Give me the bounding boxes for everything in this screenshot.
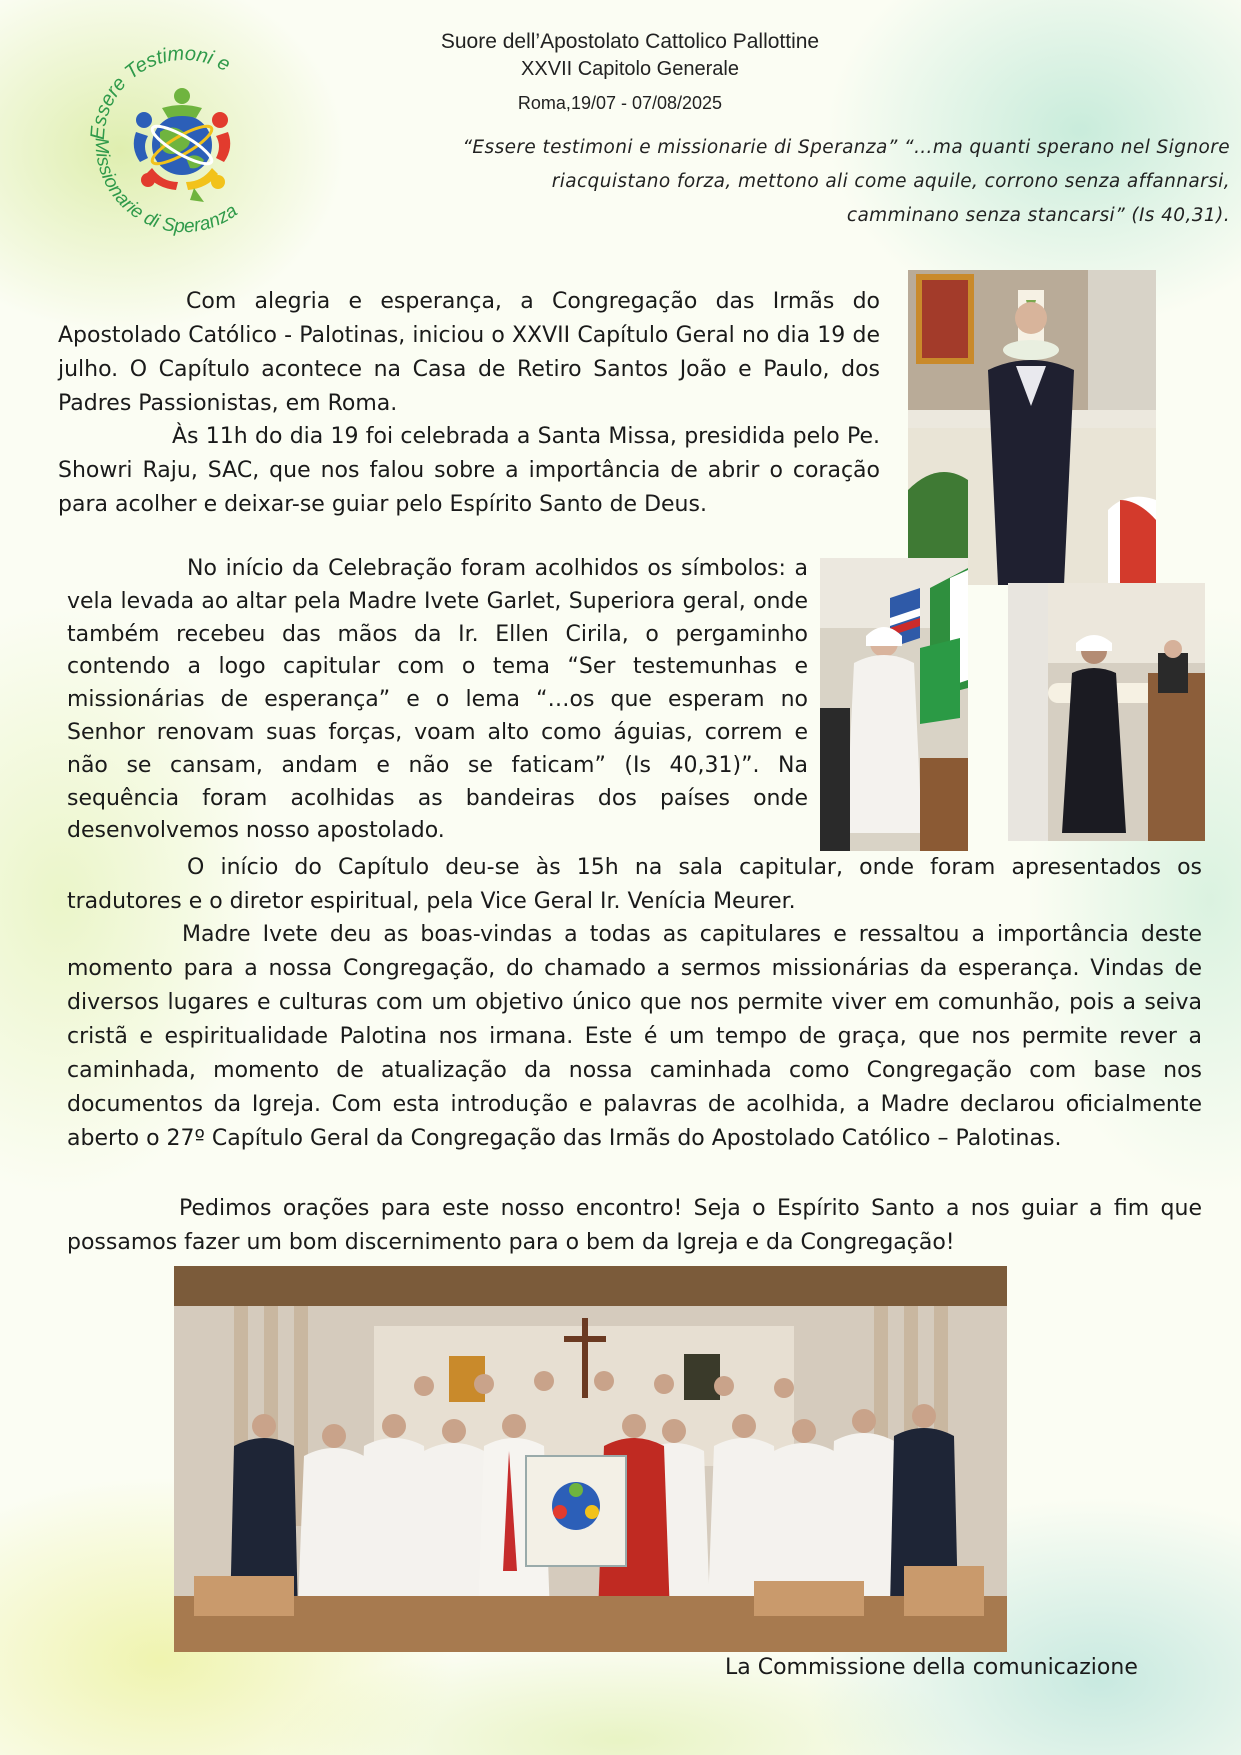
paragraph-welcome [67,918,1202,1156]
paragraph-text: Às 11h do dia 19 foi celebrada a Santa Missa, presidida pelo Pe. Showri Raju, SAC, que nos falou sobre a importância de abrir o coração para acolher e deixar-se guiar pelo Espírito Santo de Deus. [58,424,880,517]
paragraph-text: O início do Capítulo deu-se às 15h na sala capitular, onde foram apresentados os tradutores e o diretor espiritual, pela Vice Geral Ir. Venícia Meurer. [67,855,1202,914]
paragraph-opening [58,285,880,421]
logo-text-top: Essere Testimoni e [86,42,234,141]
paragraph-mass [58,420,880,522]
quote-line: riacquistano forza, mettono ali come aquile, corrono senza affannarsi, [551,171,1230,192]
photo-group-capitulars [174,1266,1007,1652]
signature: La Commissione della comunicazione [725,1655,1138,1680]
paragraph-chapter-start [67,851,1202,919]
quote-line: camminano senza stancarsi” (Is 40,31). [846,205,1230,226]
chapter-logo [82,40,287,245]
photo-candle-procession [908,270,1156,585]
header-title: Suore dell’Apostolato Cattolico Pallottine [440,30,820,53]
quote-line: “Essere testimoni e missionarie di Speranza” “…ma quanti sperano nel Signore [462,137,1230,158]
header-dates: Roma,19/07 - 07/08/2025 [517,93,723,113]
header-subtitle: XXVII Capitolo Generale [521,58,739,80]
photo-flags-procession [820,558,968,851]
paragraph-text: Madre Ivete deu as boas-vindas a todas as capitulares e ressaltou a importância deste momento para a nossa Congregação, do chamado a sermos missionárias da esperança. Vindas de diversos lugares e culturas com um objetivo único que nos permite viver em comunhão, pois a seiva cristã e espiritualidade Palotina nos irmana. Este é um tempo de graça, que nos permite rever a caminhada, momento de atualização da nossa caminhada como Congregação com base nos documentos da Igreja. Com esta introdução e palavras de acolhida, a Madre declarou oficialmente aberto o 27º Capítulo Geral da Congregação das Irmãs do Apostolado Católico – Palotinas. [67,922,1202,1151]
paragraph-text: Pedimos orações para este nosso encontro! Seja o Espírito Santo a nos guiar a fim que possamos fazer um bom discernimento para o bem da Igreja e da Congregação! [67,1196,1202,1255]
paragraph-symbols [67,553,808,848]
theme-quote [400,131,1230,233]
logo-text-bottom: Missionarie di Speranza [90,137,242,238]
paragraph-prayer [67,1192,1202,1260]
paragraph-text: Com alegria e esperança, a Congregação das Irmãs do Apostolado Católico - Palotinas, iniciou o XXVII Capítulo Geral no dia 19 de julho. O Capítulo acontece na Casa de Retiro Santos João e Paulo, dos Padres Passionistas, em Roma. [58,289,880,416]
paragraph-text: No início da Celebração foram acolhidos os símbolos: a vela levada ao altar pela Madre Ivete Garlet, Superiora geral, onde também recebeu das mãos da Ir. Ellen Cirila, o pergaminho contendo a logo capitular com o tema “Ser testemunhas e missionárias de esperança” e o lema “…os que esperam no Senhor renovam suas forças, voam alto como águias, correm e não se cansam, andam e não se faticam” (Is 40,31)”. Na sequência foram acolhidas as bandeiras dos países onde desenvolvemos nosso apostolado. [67,556,808,844]
photo-scroll-procession [1008,583,1205,841]
